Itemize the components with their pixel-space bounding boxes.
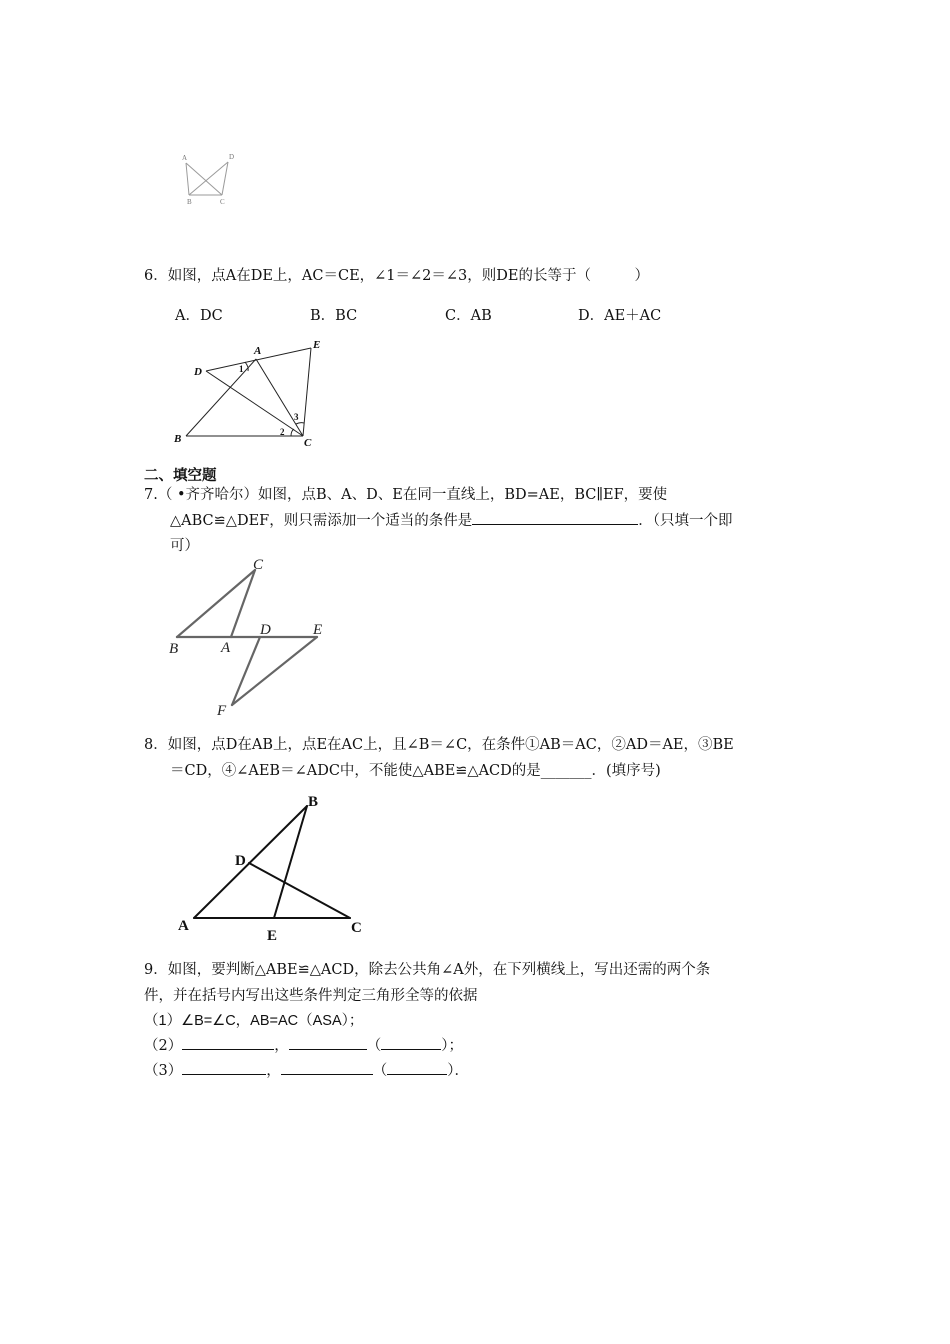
fig-top-label-b: B [187,198,192,206]
q7-label-c: C [253,557,264,573]
q7-label-d: D [260,622,271,638]
fig-top-line-ab [186,163,189,195]
q8-line-2: ＝CD，④∠AEB＝∠ADC中，不能使△ABE≌△ACD的是_______．(填序号) [170,763,661,779]
q6-angle-arc-3 [296,423,304,424]
q8-label-d: D [235,853,246,869]
q8-label-a: A [178,918,189,934]
q8-label-b: B [308,794,319,810]
q6-angle-label-3: 3 [294,412,299,422]
q6-line-dc [206,371,303,436]
q9-condition-2-prefix: （2） [144,1038,183,1054]
q7-line-2 [170,509,732,534]
q8-line-1: 8．如图，点D在AB上，点E在AC上，且∠B＝∠C，在条件①AB＝AC，②AD＝AE，③BE [144,737,734,753]
q6-option-b: B．BC [310,308,358,324]
section-title-fill-in-blank: 二、填空题 [144,468,217,484]
q7-label-b: B [169,641,179,657]
q6-line-ec [303,348,311,436]
q9-condition-3-sep: ， [266,1063,281,1079]
top-quadrilateral-figure [178,150,240,206]
q7-answer-blank[interactable] [472,509,638,525]
q9-condition-3-blank-3[interactable] [387,1059,447,1075]
q7-label-a: A [221,640,231,656]
q6-label-a: A [254,345,262,357]
q9-condition-3-prefix: （3） [144,1063,183,1079]
q9-condition-3 [144,1059,469,1084]
q9-condition-2-blank-1[interactable] [182,1034,274,1050]
fig-top-label-c: C [220,198,225,206]
q6-label-d: D [194,366,202,378]
fig-top-label-d: D [229,153,235,161]
q9-line-2: 件，并在括号内写出这些条件判定三角形全等的依据 [144,988,478,1004]
q8-label-e: E [267,928,278,944]
q7-line-2-tail: ．（只填一个即 [638,513,733,529]
q6-figure [170,335,340,453]
q7-line-3: 可） [170,538,199,554]
q9-condition-2-end: ）； [441,1038,463,1054]
q8-label-c: C [351,920,362,936]
q9-condition-2-paren-open: （ [366,1038,382,1054]
q6-line-ac [256,359,303,436]
q6-option-a: A．DC [175,308,223,324]
q9-condition-3-blank-2[interactable] [281,1059,373,1075]
q7-label-e: E [313,622,323,638]
q6-label-c: C [304,437,312,449]
q7-line-1: 7.（ •齐齐哈尔）如图，点B、A、D、E在同一直线上，BD=AE，BC∥EF，要使 [144,487,668,503]
fig-top-line-ac [186,163,222,195]
q9-condition-1: （1）∠B=∠C，AB=AC（ASA）； [144,1013,364,1029]
q9-condition-3-blank-1[interactable] [182,1059,266,1075]
q9-condition-3-end: ）． [447,1063,469,1079]
q6-angle-label-2: 2 [280,427,285,437]
q7-label-f: F [217,703,227,719]
q7-figure [165,553,335,721]
q6-angle-label-1: 1 [239,364,244,374]
q6-question-text: 6．如图，点A在DE上，AC＝CE，∠1＝∠2＝∠3，则DE的长等于（ ） [144,268,649,284]
q9-condition-2 [144,1034,463,1059]
fig-top-line-bd [189,162,228,195]
q9-condition-2-blank-3[interactable] [381,1034,441,1050]
q7-line-2-text: △ABC≌△DEF，则只需添加一个适当的条件是 [170,513,473,529]
q9-line-1: 9．如图，要判断△ABE≌△ACD，除去公共角∠A外，在下列横线上，写出还需的两个条 [144,962,711,978]
q9-condition-2-sep: ， [274,1038,289,1054]
q6-option-d: D．AE＋AC [578,308,662,324]
fig-top-label-a: A [182,154,188,162]
q9-condition-2-blank-2[interactable] [289,1034,367,1050]
q6-option-c: C．AB [445,308,492,324]
q8-line-dc [249,863,350,918]
q6-label-b: B [174,433,182,445]
q7-line-fe [232,637,317,705]
q6-label-e: E [313,339,321,351]
q9-condition-3-paren-open: （ [372,1063,388,1079]
q8-figure [172,786,372,946]
